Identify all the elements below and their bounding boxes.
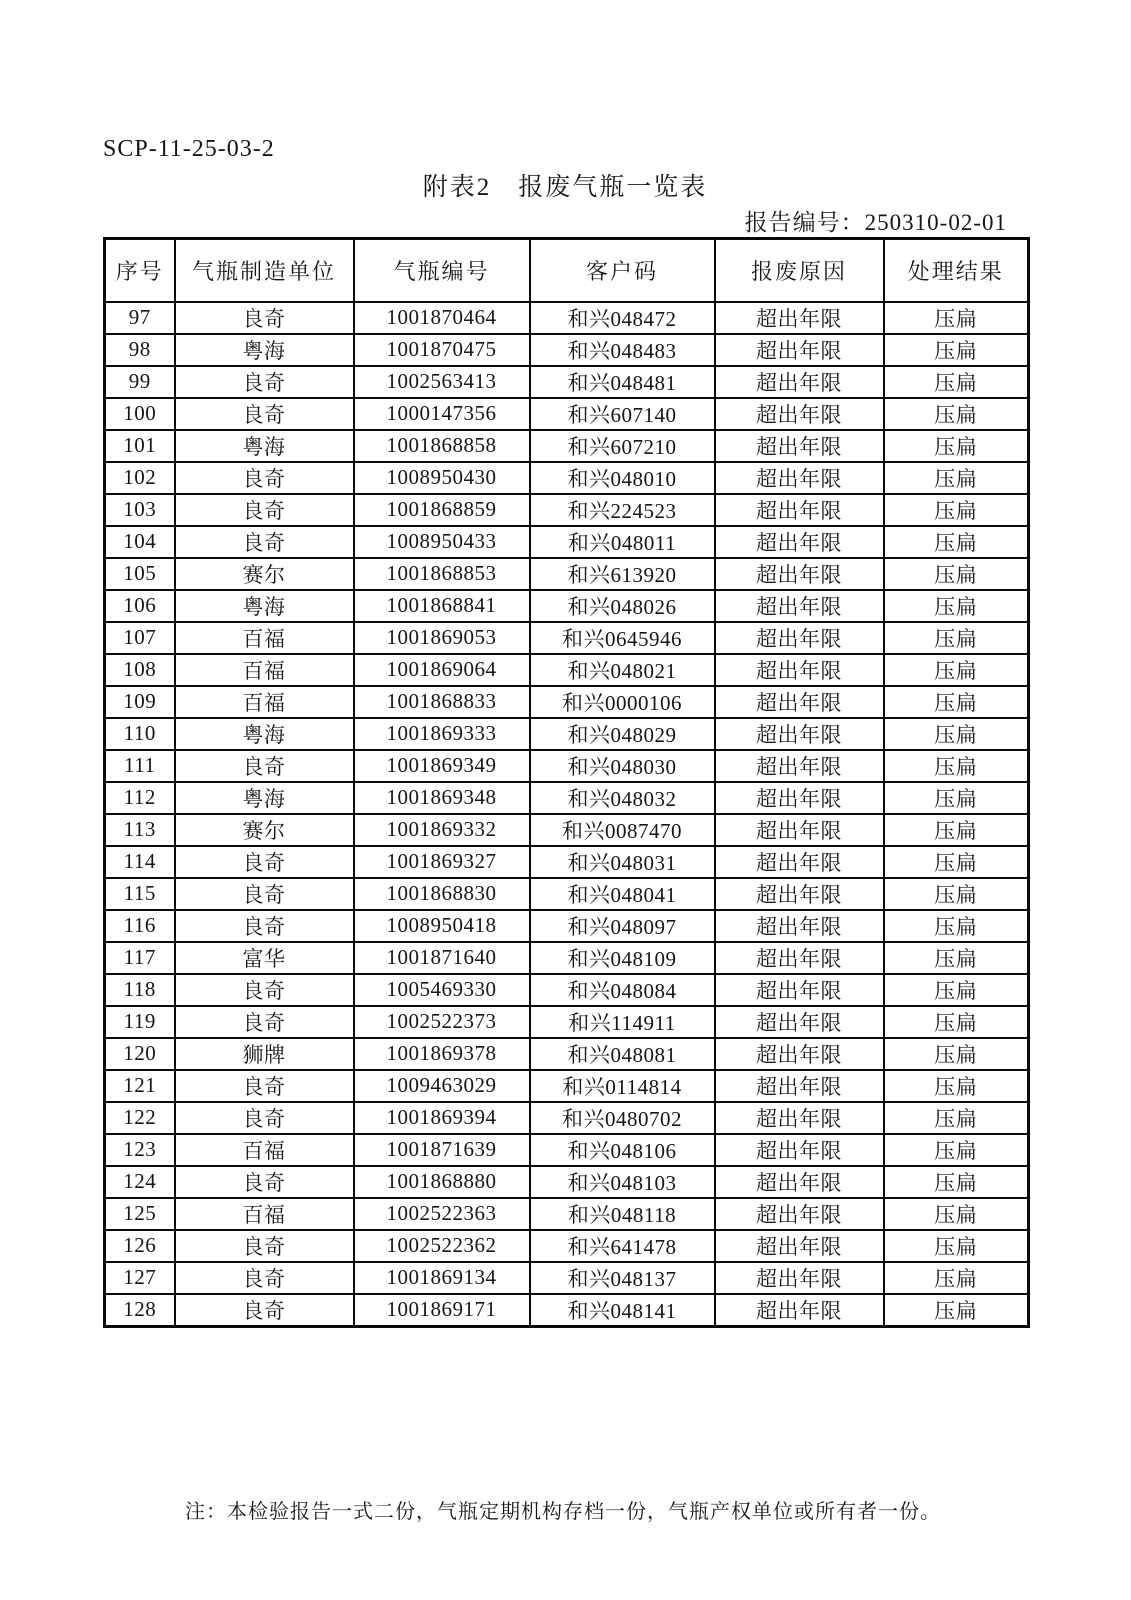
table-cell: 超出年限 bbox=[715, 1006, 884, 1038]
table-cell: 和兴048030 bbox=[530, 750, 715, 782]
table-cell: 121 bbox=[105, 1070, 175, 1102]
table-cell: 富华 bbox=[175, 942, 354, 974]
table-cell: 1001869333 bbox=[354, 718, 530, 750]
table-cell: 超出年限 bbox=[715, 462, 884, 494]
column-header: 报废原因 bbox=[715, 239, 884, 302]
table-cell: 压扁 bbox=[884, 1070, 1029, 1102]
table-cell: 112 bbox=[105, 782, 175, 814]
table-cell: 超出年限 bbox=[715, 1038, 884, 1070]
table-cell: 超出年限 bbox=[715, 1262, 884, 1294]
table-cell: 126 bbox=[105, 1230, 175, 1262]
table-cell: 118 bbox=[105, 974, 175, 1006]
table-row bbox=[105, 974, 1029, 1006]
table-cell: 良奇 bbox=[175, 750, 354, 782]
table-row bbox=[105, 942, 1029, 974]
table-cell: 良奇 bbox=[175, 398, 354, 430]
table-row bbox=[105, 1166, 1029, 1198]
table-cell: 超出年限 bbox=[715, 558, 884, 590]
table-cell: 1002563413 bbox=[354, 366, 530, 398]
table-cell: 压扁 bbox=[884, 1006, 1029, 1038]
table-cell: 1001869378 bbox=[354, 1038, 530, 1070]
table-cell: 良奇 bbox=[175, 1102, 354, 1134]
table-row bbox=[105, 1198, 1029, 1230]
table-row bbox=[105, 1038, 1029, 1070]
table-cell: 超出年限 bbox=[715, 1294, 884, 1327]
table-cell: 和兴607210 bbox=[530, 430, 715, 462]
table-cell: 100 bbox=[105, 398, 175, 430]
table-cell: 1008950433 bbox=[354, 526, 530, 558]
table-cell: 128 bbox=[105, 1294, 175, 1327]
table-cell: 1001871639 bbox=[354, 1134, 530, 1166]
table-cell: 和兴048103 bbox=[530, 1166, 715, 1198]
table-cell: 1001868859 bbox=[354, 494, 530, 526]
table-row bbox=[105, 750, 1029, 782]
table-cell: 粤海 bbox=[175, 590, 354, 622]
table-cell: 111 bbox=[105, 750, 175, 782]
table-row bbox=[105, 334, 1029, 366]
table-cell: 压扁 bbox=[884, 430, 1029, 462]
table-row bbox=[105, 1134, 1029, 1166]
table-cell: 1001868858 bbox=[354, 430, 530, 462]
table-row bbox=[105, 878, 1029, 910]
table-cell: 良奇 bbox=[175, 302, 354, 334]
table-cell: 和兴0087470 bbox=[530, 814, 715, 846]
table-cell: 压扁 bbox=[884, 366, 1029, 398]
table-row bbox=[105, 494, 1029, 526]
table-cell: 1001869327 bbox=[354, 846, 530, 878]
table-row bbox=[105, 1102, 1029, 1134]
table-row bbox=[105, 1262, 1029, 1294]
table-cell: 良奇 bbox=[175, 366, 354, 398]
table-cell: 百福 bbox=[175, 1198, 354, 1230]
table-cell: 1001868853 bbox=[354, 558, 530, 590]
table-cell: 超出年限 bbox=[715, 1070, 884, 1102]
column-header: 气瓶编号 bbox=[354, 239, 530, 302]
table-cell: 良奇 bbox=[175, 878, 354, 910]
table-cell: 和兴048029 bbox=[530, 718, 715, 750]
table-cell: 压扁 bbox=[884, 782, 1029, 814]
table-cell: 1002522363 bbox=[354, 1198, 530, 1230]
table-cell: 超出年限 bbox=[715, 846, 884, 878]
table-cell: 97 bbox=[105, 302, 175, 334]
table-cell: 和兴048010 bbox=[530, 462, 715, 494]
table-cell: 103 bbox=[105, 494, 175, 526]
table-cell: 压扁 bbox=[884, 654, 1029, 686]
table-row bbox=[105, 366, 1029, 398]
table-cell: 127 bbox=[105, 1262, 175, 1294]
document-code: SCP-11-25-03-2 bbox=[103, 136, 275, 162]
table-cell: 良奇 bbox=[175, 1294, 354, 1327]
table-cell: 和兴048097 bbox=[530, 910, 715, 942]
column-header: 处理结果 bbox=[884, 239, 1029, 302]
table-cell: 超出年限 bbox=[715, 622, 884, 654]
table-row bbox=[105, 686, 1029, 718]
table-cell: 和兴048021 bbox=[530, 654, 715, 686]
table-row bbox=[105, 654, 1029, 686]
table-cell: 超出年限 bbox=[715, 494, 884, 526]
table-cell: 119 bbox=[105, 1006, 175, 1038]
table-cell: 粤海 bbox=[175, 334, 354, 366]
table-cell: 压扁 bbox=[884, 1262, 1029, 1294]
table-cell: 超出年限 bbox=[715, 1102, 884, 1134]
table-row bbox=[105, 558, 1029, 590]
table-cell: 压扁 bbox=[884, 494, 1029, 526]
table-cell: 1001869348 bbox=[354, 782, 530, 814]
table-cell: 压扁 bbox=[884, 942, 1029, 974]
table-cell: 109 bbox=[105, 686, 175, 718]
table-cell: 1002522373 bbox=[354, 1006, 530, 1038]
table-cell: 超出年限 bbox=[715, 750, 884, 782]
table-row bbox=[105, 622, 1029, 654]
table-cell: 和兴048031 bbox=[530, 846, 715, 878]
table-cell: 和兴641478 bbox=[530, 1230, 715, 1262]
table-cell: 良奇 bbox=[175, 1230, 354, 1262]
table-cell: 116 bbox=[105, 910, 175, 942]
table-cell: 良奇 bbox=[175, 1166, 354, 1198]
table-cell: 1001869332 bbox=[354, 814, 530, 846]
table-cell: 1001869064 bbox=[354, 654, 530, 686]
table-cell: 和兴048041 bbox=[530, 878, 715, 910]
table-cell: 1002522362 bbox=[354, 1230, 530, 1262]
table-cell: 压扁 bbox=[884, 686, 1029, 718]
table-cell: 压扁 bbox=[884, 398, 1029, 430]
table-cell: 超出年限 bbox=[715, 366, 884, 398]
table-cell: 1001871640 bbox=[354, 942, 530, 974]
table-cell: 123 bbox=[105, 1134, 175, 1166]
table-cell: 115 bbox=[105, 878, 175, 910]
table-row bbox=[105, 910, 1029, 942]
table-row bbox=[105, 782, 1029, 814]
table-cell: 压扁 bbox=[884, 1102, 1029, 1134]
table-row bbox=[105, 1006, 1029, 1038]
table-cell: 122 bbox=[105, 1102, 175, 1134]
table-cell: 120 bbox=[105, 1038, 175, 1070]
table-cell: 超出年限 bbox=[715, 686, 884, 718]
table-cell: 超出年限 bbox=[715, 1198, 884, 1230]
table-cell: 99 bbox=[105, 366, 175, 398]
table-cell: 压扁 bbox=[884, 334, 1029, 366]
table-cell: 超出年限 bbox=[715, 942, 884, 974]
table-cell: 1001868841 bbox=[354, 590, 530, 622]
table-cell: 压扁 bbox=[884, 1230, 1029, 1262]
table-cell: 108 bbox=[105, 654, 175, 686]
table-cell: 98 bbox=[105, 334, 175, 366]
table-cell: 压扁 bbox=[884, 1166, 1029, 1198]
table-cell: 超出年限 bbox=[715, 398, 884, 430]
table-cell: 压扁 bbox=[884, 1038, 1029, 1070]
table-cell: 超出年限 bbox=[715, 974, 884, 1006]
table-cell: 和兴607140 bbox=[530, 398, 715, 430]
table-cell: 102 bbox=[105, 462, 175, 494]
table-cell: 良奇 bbox=[175, 494, 354, 526]
table-cell: 和兴048118 bbox=[530, 1198, 715, 1230]
table-row bbox=[105, 398, 1029, 430]
table-cell: 压扁 bbox=[884, 462, 1029, 494]
table-cell: 117 bbox=[105, 942, 175, 974]
table-cell: 压扁 bbox=[884, 910, 1029, 942]
table-cell: 良奇 bbox=[175, 1262, 354, 1294]
table-cell: 和兴114911 bbox=[530, 1006, 715, 1038]
table-cell: 良奇 bbox=[175, 1006, 354, 1038]
table-cell: 压扁 bbox=[884, 526, 1029, 558]
table-cell: 百福 bbox=[175, 1134, 354, 1166]
table-row bbox=[105, 590, 1029, 622]
table-cell: 和兴048026 bbox=[530, 590, 715, 622]
table-cell: 1000147356 bbox=[354, 398, 530, 430]
table-row bbox=[105, 526, 1029, 558]
table-cell: 1001869134 bbox=[354, 1262, 530, 1294]
table-cell: 良奇 bbox=[175, 462, 354, 494]
table-cell: 1005469330 bbox=[354, 974, 530, 1006]
table-cell: 超出年限 bbox=[715, 1166, 884, 1198]
table-row bbox=[105, 302, 1029, 334]
table-cell: 1001868830 bbox=[354, 878, 530, 910]
table-header-row bbox=[105, 239, 1029, 302]
table-cell: 超出年限 bbox=[715, 878, 884, 910]
table-cell: 和兴048141 bbox=[530, 1294, 715, 1327]
table-cell: 粤海 bbox=[175, 782, 354, 814]
table-body bbox=[105, 302, 1029, 1327]
table-cell: 赛尔 bbox=[175, 814, 354, 846]
table-row bbox=[105, 1294, 1029, 1327]
table-cell: 110 bbox=[105, 718, 175, 750]
table-cell: 压扁 bbox=[884, 878, 1029, 910]
table-cell: 良奇 bbox=[175, 526, 354, 558]
table-cell: 狮牌 bbox=[175, 1038, 354, 1070]
column-header: 气瓶制造单位 bbox=[175, 239, 354, 302]
table-cell: 良奇 bbox=[175, 846, 354, 878]
page-title: 附表2 报废气瓶一览表 bbox=[422, 174, 708, 201]
table-cell: 超出年限 bbox=[715, 430, 884, 462]
table-row bbox=[105, 1070, 1029, 1102]
table-cell: 压扁 bbox=[884, 814, 1029, 846]
table-row bbox=[105, 718, 1029, 750]
table-cell: 105 bbox=[105, 558, 175, 590]
table-cell: 1008950418 bbox=[354, 910, 530, 942]
table-cell: 压扁 bbox=[884, 558, 1029, 590]
table-cell: 粤海 bbox=[175, 718, 354, 750]
table-cell: 压扁 bbox=[884, 622, 1029, 654]
table-cell: 超出年限 bbox=[715, 334, 884, 366]
table-cell: 良奇 bbox=[175, 910, 354, 942]
report-number: 报告编号：250310-02-01 bbox=[744, 210, 1007, 235]
table-cell: 1001869053 bbox=[354, 622, 530, 654]
table-row bbox=[105, 430, 1029, 462]
table-row bbox=[105, 814, 1029, 846]
column-header: 客户码 bbox=[530, 239, 715, 302]
table-cell: 超出年限 bbox=[715, 654, 884, 686]
table-cell: 和兴048137 bbox=[530, 1262, 715, 1294]
table-cell: 超出年限 bbox=[715, 590, 884, 622]
table-cell: 124 bbox=[105, 1166, 175, 1198]
table-cell: 和兴613920 bbox=[530, 558, 715, 590]
table-cell: 和兴048084 bbox=[530, 974, 715, 1006]
table-cell: 超出年限 bbox=[715, 910, 884, 942]
table-cell: 超出年限 bbox=[715, 782, 884, 814]
table-cell: 超出年限 bbox=[715, 718, 884, 750]
table-cell: 压扁 bbox=[884, 1134, 1029, 1166]
table-cell: 1008950430 bbox=[354, 462, 530, 494]
table-cell: 和兴0480702 bbox=[530, 1102, 715, 1134]
table-cell: 良奇 bbox=[175, 1070, 354, 1102]
table-cell: 压扁 bbox=[884, 1294, 1029, 1327]
table-cell: 压扁 bbox=[884, 302, 1029, 334]
table-row bbox=[105, 1230, 1029, 1262]
table-cell: 压扁 bbox=[884, 846, 1029, 878]
scrap-cylinder-table bbox=[103, 237, 1030, 1328]
table-cell: 粤海 bbox=[175, 430, 354, 462]
table-cell: 106 bbox=[105, 590, 175, 622]
table-cell: 和兴0114814 bbox=[530, 1070, 715, 1102]
table-cell: 压扁 bbox=[884, 718, 1029, 750]
table-cell: 114 bbox=[105, 846, 175, 878]
table-cell: 和兴048109 bbox=[530, 942, 715, 974]
table-cell: 和兴048011 bbox=[530, 526, 715, 558]
table-cell: 104 bbox=[105, 526, 175, 558]
table-cell: 1001868833 bbox=[354, 686, 530, 718]
table-cell: 超出年限 bbox=[715, 302, 884, 334]
table-cell: 赛尔 bbox=[175, 558, 354, 590]
table-cell: 和兴0000106 bbox=[530, 686, 715, 718]
table-cell: 125 bbox=[105, 1198, 175, 1230]
table-cell: 和兴224523 bbox=[530, 494, 715, 526]
table-cell: 百福 bbox=[175, 686, 354, 718]
table-cell: 压扁 bbox=[884, 750, 1029, 782]
table-cell: 良奇 bbox=[175, 974, 354, 1006]
table-cell: 压扁 bbox=[884, 974, 1029, 1006]
table-cell: 和兴048472 bbox=[530, 302, 715, 334]
column-header: 序号 bbox=[105, 239, 175, 302]
table-cell: 113 bbox=[105, 814, 175, 846]
table-cell: 1009463029 bbox=[354, 1070, 530, 1102]
table-cell: 和兴048081 bbox=[530, 1038, 715, 1070]
table-cell: 超出年限 bbox=[715, 1230, 884, 1262]
table-cell: 百福 bbox=[175, 622, 354, 654]
table-cell: 1001870475 bbox=[354, 334, 530, 366]
table-cell: 101 bbox=[105, 430, 175, 462]
table-cell: 超出年限 bbox=[715, 526, 884, 558]
table-cell: 和兴048483 bbox=[530, 334, 715, 366]
table-cell: 1001868880 bbox=[354, 1166, 530, 1198]
table-cell: 和兴048481 bbox=[530, 366, 715, 398]
table-row bbox=[105, 462, 1029, 494]
table-cell: 超出年限 bbox=[715, 814, 884, 846]
table-cell: 1001870464 bbox=[354, 302, 530, 334]
table-cell: 压扁 bbox=[884, 590, 1029, 622]
table-cell: 1001869171 bbox=[354, 1294, 530, 1327]
table-cell: 压扁 bbox=[884, 1198, 1029, 1230]
table-cell: 和兴048032 bbox=[530, 782, 715, 814]
table-row bbox=[105, 846, 1029, 878]
table-cell: 1001869349 bbox=[354, 750, 530, 782]
table-cell: 1001869394 bbox=[354, 1102, 530, 1134]
table-cell: 超出年限 bbox=[715, 1134, 884, 1166]
table-cell: 和兴0645946 bbox=[530, 622, 715, 654]
table-cell: 百福 bbox=[175, 654, 354, 686]
table-cell: 107 bbox=[105, 622, 175, 654]
table-cell: 和兴048106 bbox=[530, 1134, 715, 1166]
footer-note: 注：本检验报告一式二份，气瓶定期机构存档一份，气瓶产权单位或所有者一份。 bbox=[185, 1501, 941, 1523]
